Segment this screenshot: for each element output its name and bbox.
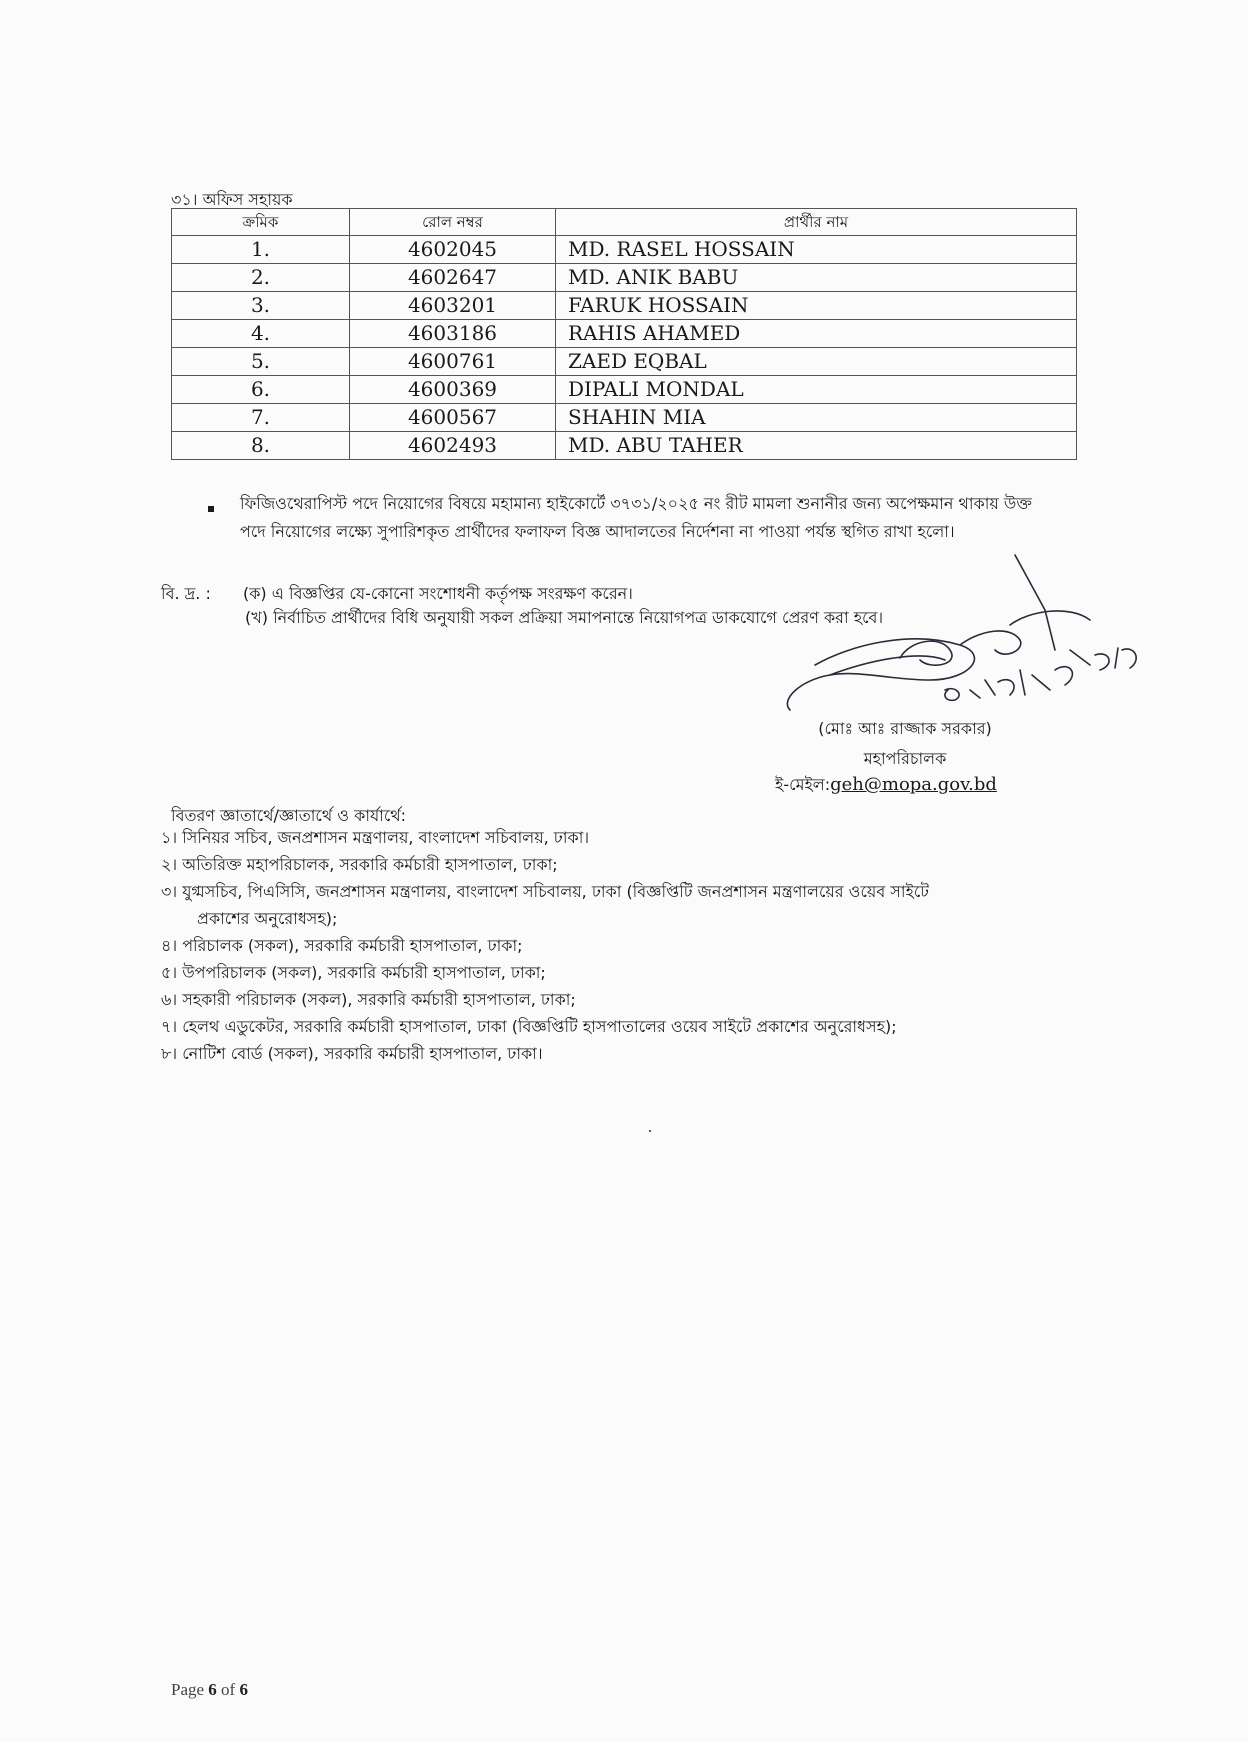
list-item bbox=[161, 824, 1061, 851]
signature-block bbox=[760, 714, 1050, 744]
list-item-text: ৭। হেলথ এডুকেটর, সরকারি কর্মচারী হাসপাতাল, ঢাকা (বিজ্ঞপ্তিটি হাসপাতালের ওয়েব সাইটে প্রকাশের অনুরোধসহ); bbox=[161, 1017, 897, 1036]
cell-name: RAHIS AHAMED bbox=[556, 320, 1077, 348]
list-item bbox=[161, 986, 1061, 1013]
header-serial: ক্রমিক bbox=[172, 209, 350, 236]
page-number: 6 bbox=[208, 1680, 217, 1699]
cell-roll: 4600369 bbox=[350, 376, 556, 404]
table-row bbox=[172, 404, 1077, 432]
email-link[interactable]: geh@mopa.gov.bd bbox=[830, 774, 997, 795]
list-item-text: ৪। পরিচালক (সকল), সরকারি কর্মচারী হাসপাতাল, ঢাকা; bbox=[161, 936, 523, 955]
table-row bbox=[172, 348, 1077, 376]
cell-roll: 4603201 bbox=[350, 292, 556, 320]
page-footer bbox=[171, 1680, 248, 1700]
cell-serial: 5. bbox=[172, 348, 350, 376]
of-word: of bbox=[221, 1680, 236, 1699]
list-item bbox=[161, 932, 1061, 959]
table-row bbox=[172, 432, 1077, 460]
cell-serial: 7. bbox=[172, 404, 350, 432]
candidate-table bbox=[171, 208, 1077, 460]
cell-roll: 4602045 bbox=[350, 236, 556, 264]
email-line bbox=[775, 772, 997, 799]
cell-roll: 4602493 bbox=[350, 432, 556, 460]
cell-name: FARUK HOSSAIN bbox=[556, 292, 1077, 320]
designation-block bbox=[760, 744, 1050, 774]
cell-roll: 4600761 bbox=[350, 348, 556, 376]
cell-name: SHAHIN MIA bbox=[556, 404, 1077, 432]
list-item bbox=[161, 1040, 1061, 1067]
table-row bbox=[172, 292, 1077, 320]
list-item-text: ৮। নোটিশ বোর্ড (সকল), সরকারি কর্মচারী হাসপাতাল, ঢাকা। bbox=[161, 1044, 543, 1063]
cell-serial: 2. bbox=[172, 264, 350, 292]
header-name: প্রার্থীর নাম bbox=[556, 209, 1077, 236]
cell-roll: 4602647 bbox=[350, 264, 556, 292]
signatory-name: (মোঃ আঃ রাজ্জাক সরকার) bbox=[818, 719, 992, 738]
header-roll: রোল নম্বর bbox=[350, 209, 556, 236]
table-row bbox=[172, 264, 1077, 292]
cell-name: MD. ANIK BABU bbox=[556, 264, 1077, 292]
cell-serial: 3. bbox=[172, 292, 350, 320]
distribution-list bbox=[161, 824, 1061, 1067]
cell-roll: 4600567 bbox=[350, 404, 556, 432]
page-word: Page bbox=[171, 1680, 205, 1699]
list-item-text: ৫। উপপরিচালক (সকল), সরকারি কর্মচারী হাসপাতাল, ঢাকা; bbox=[161, 963, 546, 982]
cell-roll: 4603186 bbox=[350, 320, 556, 348]
table-row bbox=[172, 376, 1077, 404]
section-title: ৩১। অফিস সহায়ক bbox=[171, 190, 293, 209]
nb-line-kha: (খ) নির্বাচিত প্রার্থীদের বিধি অনুযায়ী সকল প্রক্রিয়া সমাপনান্তে নিয়োগপত্র ডাকযোগে প্রেরণ করা হবে। bbox=[245, 608, 884, 627]
list-item bbox=[161, 959, 1061, 986]
cell-serial: 1. bbox=[172, 236, 350, 264]
table-row bbox=[172, 236, 1077, 264]
table-header-row bbox=[172, 209, 1077, 236]
list-item-continuation: প্রকাশের অনুরোধসহ); bbox=[197, 909, 338, 928]
nb-label: বি. দ্র. : bbox=[161, 584, 211, 603]
distribution-heading: বিতরণ জ্ঞাতার্থে/জ্ঞাতার্থে ও কার্যার্থে: bbox=[171, 806, 407, 825]
speck bbox=[649, 1130, 651, 1132]
cell-serial: 6. bbox=[172, 376, 350, 404]
list-item-text: ১। সিনিয়র সচিব, জনপ্রশাসন মন্ত্রণালয়, বাংলাদেশ সচিবালয়, ঢাকা। bbox=[161, 828, 590, 847]
email-label: ই-মেইল: bbox=[775, 775, 831, 794]
page-total: 6 bbox=[239, 1680, 248, 1699]
cell-serial: 4. bbox=[172, 320, 350, 348]
list-item-text: ২। অতিরিক্ত মহাপরিচালক, সরকারি কর্মচারী হাসপাতাল, ঢাকা; bbox=[161, 855, 558, 874]
cell-name: MD. RASEL HOSSAIN bbox=[556, 236, 1077, 264]
list-item bbox=[161, 851, 1061, 878]
nb-line-ka: (ক) এ বিজ্ঞপ্তির যে-কোনো সংশোধনী কর্তৃপক্ষ সংরক্ষণ করেন। bbox=[243, 584, 633, 603]
cell-name: DIPALI MONDAL bbox=[556, 376, 1077, 404]
list-item-text: ৬। সহকারী পরিচালক (সকল), সরকারি কর্মচারী হাসপাতাল, ঢাকা; bbox=[161, 990, 576, 1009]
list-item bbox=[161, 1013, 1061, 1040]
signature-icon bbox=[770, 550, 1190, 720]
list-item-text: ৩। যুগ্মসচিব, পিএসিসি, জনপ্রশাসন মন্ত্রণালয়, বাংলাদেশ সচিবালয়, ঢাকা (বিজ্ঞপ্তিটি জনপ্রশাসন মন্ত্রণালয়ের ওয়েব সাইটে bbox=[161, 882, 929, 901]
cell-name: MD. ABU TAHER bbox=[556, 432, 1077, 460]
stay-notice-paragraph: ফিজিওথেরাপিস্ট পদে নিয়োগের বিষয়ে মহামান্য হাইকোর্টে ৩৭৩১/২০২৫ নং রীট মামলা শুনানীর জন্য অপেক্ষমান থাকায় উক্ত পদে নিয়োগের লক্ষ্যে সুপারিশকৃত প্রার্থীদের ফলাফল বিজ্ঞ আদালতের নির্দেশনা না পাওয়া পর্যন্ত স্থগিত রাখা হলো। bbox=[240, 494, 1032, 541]
cell-serial: 8. bbox=[172, 432, 350, 460]
table-row bbox=[172, 320, 1077, 348]
bullet-icon bbox=[208, 506, 214, 512]
list-item bbox=[161, 878, 1061, 932]
cell-name: ZAED EQBAL bbox=[556, 348, 1077, 376]
signatory-designation: মহাপরিচালক bbox=[863, 749, 947, 768]
